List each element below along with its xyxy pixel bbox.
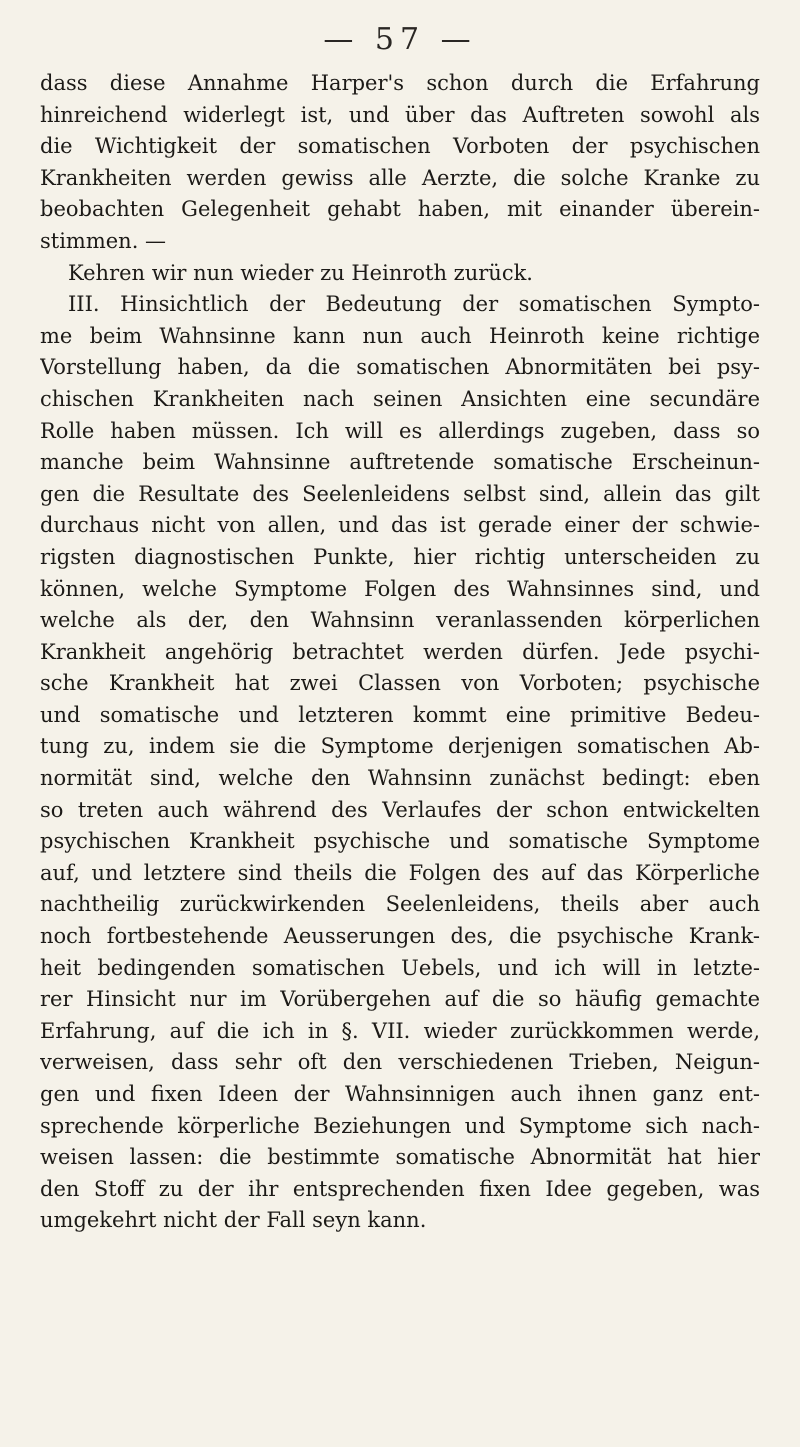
text-line: durchaus nicht von allen, und das ist gerade einer der schwie- — [40, 513, 760, 538]
text-line: sprechende körperliche Beziehungen und Symptome sich nach- — [40, 1113, 760, 1138]
text-line: Krankheiten werden gewiss alle Aerzte, die solche Kranke zu — [40, 165, 760, 190]
text-line: chischen Krankheiten nach seinen Ansichten eine secundäre — [40, 386, 760, 411]
text-line: hinreichend widerlegt ist, und über das Auftreten sowohl als — [40, 102, 760, 127]
text-line: umgekehrt nicht der Fall seyn kann. — [40, 1208, 427, 1233]
text-line: den Stoff zu der ihr entsprechenden fixen Idee gegeben, was — [40, 1176, 760, 1201]
text-line: Rolle haben müssen. Ich will es allerdings zugeben, dass so — [40, 418, 760, 443]
text-line: die Wichtigkeit der somatischen Vorboten der psychischen — [40, 134, 760, 159]
text-line: normität sind, welche den Wahnsinn zunächst bedingt: eben — [40, 766, 760, 791]
text-line: welche als der, den Wahnsinn veranlassenden körperlichen — [40, 608, 760, 633]
text-line: stimmen. — — [40, 228, 167, 253]
text-line: weisen lassen: die bestimmte somatische Abnormität hat hier — [40, 1145, 760, 1170]
text-line: Krankheit angehörig betrachtet werden dürfen. Jede psychi- — [40, 639, 760, 664]
text-line: Erfahrung, auf die ich in §. VII. wieder zurückkommen werde, — [40, 1018, 760, 1043]
text-line: tung zu, indem sie die Symptome derjenigen somatischen Ab- — [40, 734, 760, 759]
text-line: Kehren wir nun wieder zu Heinroth zurück. — [68, 260, 533, 285]
text-line: nachtheilig zurückwirkenden Seelenleidens, theils aber auch — [40, 892, 760, 917]
text-line: auf, und letztere sind theils die Folgen des auf das Körperliche — [40, 860, 760, 885]
text-line: rigsten diagnostischen Punkte, hier richtig unterscheiden zu — [40, 544, 760, 569]
text-line: heit bedingenden somatischen Uebels, und ich will in letzte- — [40, 955, 760, 980]
text-line: rer Hinsicht nur im Vorübergehen auf die so häufig gemachte — [40, 987, 760, 1012]
text-line: III. Hinsichtlich der Bedeutung der somatischen Sympto- — [68, 292, 760, 317]
text-line: können, welche Symptome Folgen des Wahnsinnes sind, und — [40, 576, 760, 601]
page-number: — 57 — — [323, 22, 477, 57]
text-line: manche beim Wahnsinne auftretende somatische Erscheinun- — [40, 450, 760, 475]
text-line: verweisen, dass sehr oft den verschiedenen Trieben, Neigun- — [40, 1050, 760, 1075]
text-line: gen und fixen Ideen der Wahnsinnigen auch ihnen ganz ent- — [40, 1082, 760, 1106]
text-line: sche Krankheit hat zwei Classen von Vorboten; psychische — [40, 671, 760, 696]
text-line: gen die Resultate des Seelenleidens selbst sind, allein das gilt — [40, 481, 760, 506]
text-line: psychischen Krankheit psychische und somatische Symptome — [40, 829, 760, 854]
body-text — [40, 68, 760, 1237]
text-line: me beim Wahnsinne kann nun auch Heinroth keine richtige — [40, 323, 760, 348]
text-line: so treten auch während des Verlaufes der schon entwickelten — [40, 797, 760, 822]
text-line: beobachten Gelegenheit gehabt haben, mit einander überein- — [40, 197, 760, 222]
text-line: Vorstellung haben, da die somatischen Abnormitäten bei psy- — [40, 355, 760, 380]
text-line: noch fortbestehende Aeusserungen des, die psychische Krank- — [40, 924, 760, 949]
text-line: dass diese Annahme Harper's schon durch die Erfahrung — [40, 71, 760, 95]
text-line: und somatische und letzteren kommt eine primitive Bedeu- — [40, 702, 760, 727]
